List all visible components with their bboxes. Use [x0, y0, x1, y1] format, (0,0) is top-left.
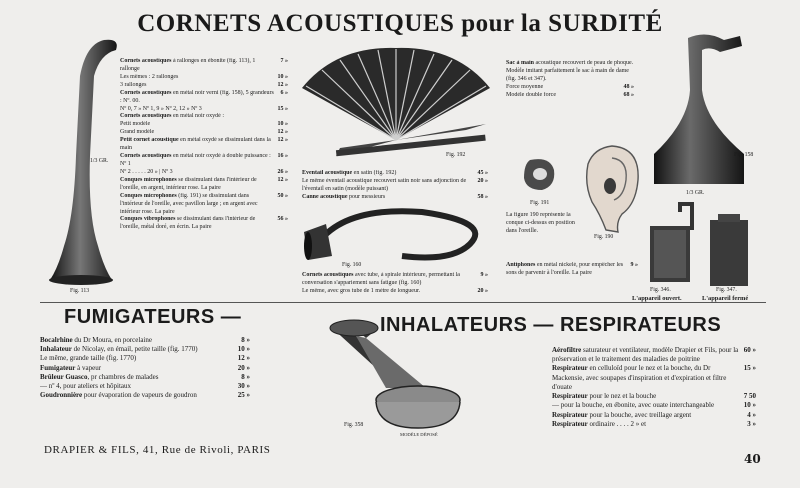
entry-label [120, 58, 277, 74]
entry-label [120, 137, 274, 153]
entry-text: acoustique recouvert de peau de phoque. Modèle imitant parfaitement le sac à main de dame (fig. 346 et 347). [506, 60, 634, 82]
left-column [120, 58, 288, 232]
entry-label [506, 262, 627, 278]
catalog-entry [302, 194, 488, 202]
entry-label [302, 194, 474, 202]
catalog-entry [40, 382, 250, 391]
entry-price: 26 » [277, 168, 288, 175]
entry-price: 6 » [280, 89, 288, 96]
right-column-top [506, 60, 634, 100]
catalog-entry [40, 354, 250, 363]
entry-label [40, 354, 234, 363]
entry-label [120, 216, 274, 232]
entry-name: Bocalrhine [40, 336, 73, 344]
entry-label [552, 364, 740, 392]
page-title: CORNETS ACOUSTIQUES pour la SURDITÉ [137, 10, 663, 37]
entry-price: 12 » [277, 137, 288, 144]
entry-price: 10 » [277, 121, 288, 128]
entry-name: Respirateur [552, 410, 588, 419]
catalog-entry [120, 216, 288, 232]
entry-label [120, 153, 274, 169]
footer-address: DRAPIER & FILS, 41, Rue de Rivoli, PARIS [44, 444, 271, 456]
entry-name: Respirateur [552, 364, 588, 373]
entry-text: — pour la bouche, en ébonite, avec ouate interchangeable [552, 401, 715, 410]
entry-price: 30 » [237, 382, 250, 391]
entry-price: 20 » [237, 363, 250, 372]
entry-price: 16 » [277, 153, 288, 160]
catalog-entry [120, 106, 288, 114]
entry-name: Fumigateur [40, 363, 76, 372]
entry-text: saturateur et ventilateur, modèle Drapier et Fils, pour la préservation et le traitement des maladies de poitrine [552, 346, 739, 364]
entry-text: ordinaire . . . . 2 » et [587, 419, 647, 428]
entry-price: 12 » [277, 81, 288, 88]
entry-label [552, 392, 740, 401]
entry-text: La figure 190 représente la conque ci-dessus en position dans l'oreille. [506, 212, 575, 234]
acoustic-fan-illustration [296, 48, 496, 158]
catalog-entry [506, 60, 634, 84]
entry-text: Le même, grande taille (fig. 1770) [40, 354, 137, 363]
inhaler-illustration [326, 318, 476, 428]
catalog-entry [40, 336, 250, 345]
entry-name: Cornets acoustiques [120, 113, 172, 120]
catalog-entry [552, 411, 756, 420]
catalog-entry [120, 129, 288, 137]
catalog-entry [552, 392, 756, 401]
entry-label [120, 74, 274, 82]
entry-text: avec tube, à spirale intérieure, permettant la conversation s'appariement sans fatigue (fig. 160) [302, 272, 460, 286]
entry-label [40, 345, 234, 354]
entry-text: pour évaporation de vapeurs de goudron [82, 391, 197, 400]
entry-name: Brûleur Guasco [40, 372, 88, 381]
entry-price: 48 » [623, 83, 634, 90]
entry-text: du Dr Moura, en porcelaine [72, 336, 152, 344]
entry-label [552, 411, 743, 420]
catalog-entry [506, 212, 586, 236]
entry-label [506, 92, 620, 100]
entry-label [40, 336, 237, 345]
entry-price: 7 50 [743, 392, 756, 401]
entry-name: Respirateur [552, 419, 588, 428]
microphone-conch-illustration [520, 156, 560, 196]
entry-name: Conques vibrophones [120, 216, 176, 223]
entry-price: 20 » [477, 177, 488, 184]
closed-caption: L'appareil fermé [702, 295, 749, 302]
section-divider [40, 302, 766, 303]
catalog-entry [506, 262, 638, 278]
right-column-mid [506, 212, 586, 236]
entry-label [506, 84, 620, 92]
fumigateurs-list [40, 336, 250, 401]
entry-price: 50 » [277, 192, 288, 199]
fumigateurs-title: FUMIGATEURS — [64, 306, 242, 328]
catalog-entry [506, 84, 634, 92]
catalog-entry [302, 170, 488, 178]
catalog-entry [120, 113, 288, 121]
entry-text: Le même éventail acoustique recouvert satin noir sans adjonction de l'éventail en satin (modèle puissant) [302, 177, 467, 192]
entry-label [120, 106, 274, 114]
open-caption: L'appareil ouvert. [632, 295, 682, 302]
catalog-entry [120, 82, 288, 90]
fig-358-caption: Fig. 358 [344, 422, 364, 428]
ear-trumpet-bell-illustration [648, 30, 768, 190]
catalog-entry [506, 92, 634, 100]
catalog-entry [552, 401, 756, 410]
entry-name: Cornets acoustiques [120, 153, 172, 160]
entry-text: Modèle double force [506, 91, 556, 98]
entry-label [552, 420, 743, 429]
entry-text: se dissimulant dans l'intérieur de l'oreille, en argent, intérieur rose. La paire [120, 176, 257, 191]
inhalateurs-list [552, 346, 756, 429]
entry-price: 12 » [277, 129, 288, 136]
entry-price: 60 » [743, 346, 756, 354]
entry-text: Force moyenne [506, 83, 544, 90]
middle-column-bottom [302, 272, 488, 296]
entry-text: en métal noir verni (fig. 158), 5 grandeurs : Nº. 00. [120, 89, 274, 104]
entry-text: en celluloïd pour le nez et la bouche, du Dr Mackensie, avec soupapes d'inspiration et d'expiration et filtre d'ouate [552, 364, 727, 391]
entry-text: à vapeur [75, 363, 102, 372]
fig-158-caption: Fig. 158 [734, 152, 754, 158]
fig-scale2-label: 1/3 GR. [686, 190, 705, 196]
fig-scale-label: 1/3 GR. [90, 158, 109, 164]
entry-text: pour le nez et la bouche [587, 392, 657, 401]
catalog-entry [40, 345, 250, 354]
entry-text: en satin (fig. 192) [352, 170, 397, 176]
entry-name: Cornets acoustiques [120, 89, 172, 96]
entry-price: 9 » [480, 272, 488, 278]
entry-label [302, 288, 474, 296]
speaking-tube-illustration [302, 193, 492, 276]
entry-price: 10 » [743, 401, 756, 410]
entry-name: Éventail acoustique [302, 170, 353, 176]
catalog-entry [120, 177, 288, 193]
entry-price: 3 » [747, 419, 756, 428]
entry-price: 45 » [477, 170, 488, 176]
entry-label [302, 272, 477, 288]
catalog-entry [552, 346, 756, 364]
entry-name: Sac à main [506, 60, 535, 66]
fig-190-caption: Fig. 190 [594, 234, 614, 240]
entry-text: en métal noir oxydé à double puissance : Nº 1 [120, 153, 271, 167]
entry-label [120, 113, 288, 121]
inhalateurs-title: INHALATEURS — RESPIRATEURS [380, 314, 722, 336]
entry-name: Cornets acoustiques [120, 58, 172, 64]
entry-label [120, 121, 274, 129]
entry-label [302, 170, 474, 178]
entry-name: Inhalateur [40, 345, 72, 354]
catalog-entry [120, 121, 288, 129]
entry-name: Conques microphones [120, 176, 177, 183]
page-number: 40 [744, 452, 761, 466]
catalog-entry [120, 74, 288, 82]
entry-name: Cornets acoustiques [302, 272, 354, 278]
entry-text: en métal noir oxydé : [171, 113, 225, 120]
entry-label [302, 178, 474, 194]
entry-price: 12 » [237, 354, 250, 363]
entry-price: 15 » [277, 105, 288, 112]
entry-price: 8 » [241, 372, 250, 381]
fig-160-caption: Fig. 160 [342, 262, 362, 268]
acoustic-handbag-open-illustration [646, 202, 706, 282]
entry-price: 12 » [277, 176, 288, 183]
catalog-entry [302, 178, 488, 194]
entry-label [120, 90, 277, 106]
entry-price: 10 » [237, 345, 250, 354]
entry-text: Grand modèle [120, 129, 155, 136]
ear-illustration [582, 144, 642, 234]
catalog-entry [302, 272, 488, 288]
catalog-entry [552, 364, 756, 392]
entry-text: pour la bouche, avec treillage argent [587, 410, 692, 419]
fig-113-caption: Fig. 113 [70, 288, 90, 294]
entry-text: pour messieurs [347, 193, 386, 200]
entry-text: (fig. 191) se dissimulant dans l'intérieur de l'oreille, avec pavillon large ; en argent avec intérieur rose. La paire [120, 192, 258, 215]
entry-text: en métal oxydé se dissimulant dans la main [120, 137, 271, 152]
entry-name: Aérofiltre [552, 346, 582, 354]
entry-text: — nº 4, pour ateliers et hôpitaux [40, 382, 132, 391]
entry-name: Canne acoustique [302, 193, 348, 200]
entry-text: Le même, avec gros tube de 1 mètre de longueur. [302, 287, 421, 294]
fig-191-caption: Fig. 191 [530, 200, 550, 206]
acoustic-handbag-closed-illustration [708, 210, 758, 290]
catalog-entry [40, 373, 250, 382]
entry-label [552, 401, 740, 410]
entry-price: 58 » [477, 193, 488, 200]
entry-text: Nº 0, 7 » Nº 1, 9 » Nº 2, 12 » Nº 3 [120, 105, 202, 112]
entry-price: 8 » [241, 336, 250, 344]
entry-price: 68 » [623, 91, 634, 98]
catalog-entry [40, 364, 250, 373]
entry-label [120, 169, 274, 177]
fig-192-caption: Fig. 192 [446, 152, 466, 158]
catalog-entry [40, 391, 250, 400]
modele-depose-label: MODÈLE DÉPOSÉ [400, 432, 438, 437]
entry-text: 3 rallonges [120, 81, 147, 88]
fig-347-caption: Fig. 347. [716, 287, 737, 293]
entry-name: Antiphones [506, 262, 536, 268]
catalog-entry [120, 153, 288, 169]
entry-text: Les mêmes : 2 rallonges [120, 73, 179, 80]
entry-label [40, 391, 234, 400]
entry-price: 20 » [477, 287, 488, 294]
entry-label [120, 82, 274, 90]
entry-label [120, 129, 274, 137]
catalog-entry [120, 169, 288, 177]
entry-text: Nº 2 . . . . . 20 » | Nº 3 [120, 168, 173, 175]
entry-text: se dissimulant dans l'intérieur de l'oreille, métal doré, en écrin. La paire [120, 216, 256, 231]
entry-name: Conques microphones [120, 192, 177, 199]
entry-text: en métal nickelé, pour empêcher les sons de parvenir à l'oreille. La paire [506, 262, 624, 276]
entry-text: Petit modèle [120, 121, 151, 128]
entry-label [40, 364, 234, 373]
entry-price: 4 » [747, 410, 756, 419]
right-column-bottom [506, 262, 638, 278]
entry-text: à rallonges en ébonite (fig. 113), 1 rallonge [120, 58, 256, 72]
entry-text: , pr chambres de malades [87, 372, 159, 381]
fig-346-caption: Fig. 346. [650, 287, 671, 293]
entry-label [120, 193, 274, 217]
catalog-entry [120, 193, 288, 217]
entry-price: 25 » [237, 391, 250, 400]
entry-price: 56 » [277, 216, 288, 223]
entry-price: 9 » [630, 262, 638, 268]
entry-name: Goudronnière [40, 391, 83, 400]
entry-name: Petit cornet acoustique [120, 137, 179, 144]
entry-label [552, 346, 740, 364]
entry-price: 7 » [280, 58, 288, 64]
catalog-entry [120, 90, 288, 106]
entry-label [40, 382, 234, 391]
entry-price: 10 » [277, 73, 288, 80]
catalog-entry [552, 420, 756, 429]
entry-text: de Nicolay, en émail, petite taille (fig. 1770) [71, 345, 198, 354]
catalog-entry [302, 288, 488, 296]
entry-price: 15 » [743, 364, 756, 373]
catalog-entry [120, 58, 288, 74]
catalog-entry [120, 137, 288, 153]
entry-label [40, 373, 237, 382]
entry-label [506, 60, 634, 84]
entry-label [506, 212, 586, 236]
entry-label [120, 177, 274, 193]
entry-name: Respirateur [552, 392, 588, 401]
middle-column-top [302, 170, 488, 202]
